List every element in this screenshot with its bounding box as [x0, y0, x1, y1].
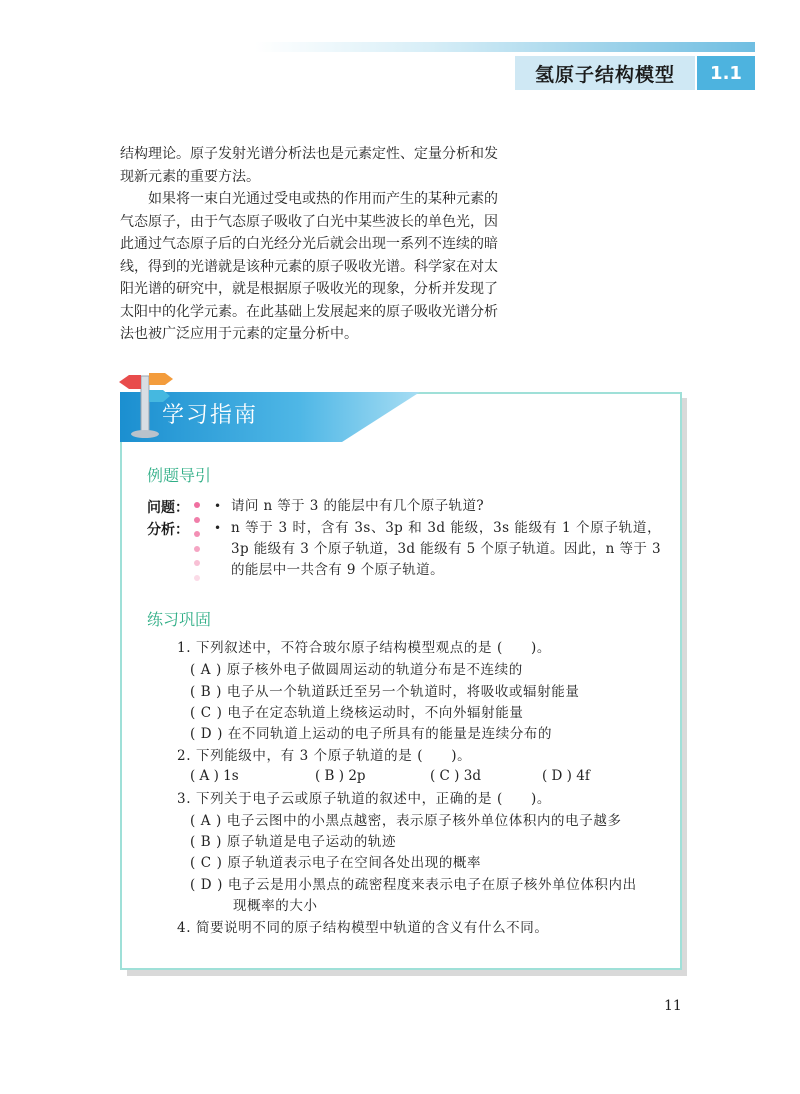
signpost-icon — [115, 368, 177, 440]
dot — [194, 531, 200, 537]
page-number: 11 — [664, 998, 682, 1014]
decorative-dots — [194, 502, 200, 589]
dot — [194, 546, 200, 552]
exercise-question: 1. 下列叙述中，不符合玻尔原子结构模型观点的是 ( )。 — [177, 640, 551, 656]
dot — [194, 560, 200, 566]
exercise-option-continuation: 现概率的大小 — [233, 898, 318, 914]
section-number: 1.1 — [697, 56, 755, 90]
exercise-option: ( B ) 电子从一个轨道跃迁至另一个轨道时，将吸收或辐射能量 — [190, 684, 580, 700]
example-heading: 例题导引 — [147, 466, 212, 485]
exercise-option: ( A ) 1s — [190, 768, 239, 784]
bullet: • — [214, 521, 222, 535]
question-text: 请问 n 等于 3 的能层中有几个原子轨道? — [231, 498, 484, 514]
exercise-option: ( D ) 在不同轨道上运动的电子所具有的能量是连续分布的 — [190, 726, 553, 742]
body-text — [120, 143, 498, 346]
chapter-title: 氢原子结构模型 — [515, 56, 695, 90]
exercise-heading: 练习巩固 — [147, 610, 212, 629]
exercise-question: 2. 下列能级中，有 3 个原子轨道的是 ( )。 — [177, 748, 472, 764]
analysis-text: n 等于 3 时，含有 3s、3p 和 3d 能级，3s 能级有 1 个原子轨道，3p 能级有 3 个原子轨道，3d 能级有 5 个原子轨道。因此，n 等于 3 的能层中一共含有 9 个原子轨道。 — [231, 520, 661, 578]
exercise-option: ( A ) 原子核外电子做圆周运动的轨道分布是不连续的 — [190, 662, 523, 678]
exercise-option: ( B ) 2p — [315, 768, 366, 784]
exercise-option: ( D ) 4f — [542, 768, 590, 784]
exercise-option: ( B ) 原子轨道是电子运动的轨迹 — [190, 834, 397, 850]
exercise-option: ( C ) 电子在定态轨道上绕核运动时，不向外辐射能量 — [190, 705, 524, 721]
bullet: • — [214, 499, 222, 513]
dot — [194, 575, 200, 581]
guide-title: 学习指南 — [162, 403, 259, 428]
exercise-option: ( C ) 3d — [430, 768, 481, 784]
paragraph: 如果将一束白光通过受电或热的作用而产生的某种元素的气态原子，由于气态原子吸收了白光中某些波长的单色光，因此通过气态原子后的白光经分光后就会出现一系列不连续的暗线，得到的光谱就是该种元素的原子吸收光谱。科学家在对太阳光谱的研究中，就是根据原子吸收光的现象，分析并发现了太阳中的化学元素。在此基础上发展起来的原子吸收光谱分析法也被广泛应用于元素的定量分析中。 — [120, 191, 498, 342]
exercise-option: ( A ) 电子云图中的小黑点越密，表示原子核外单位体积内的电子越多 — [190, 813, 622, 829]
exercise-question: 3. 下列关于电子云或原子轨道的叙述中，正确的是 ( )。 — [177, 791, 551, 807]
exercise-option: ( C ) 原子轨道表示电子在空间各处出现的概率 — [190, 855, 482, 871]
exercise-option: ( D ) 电子云是用小黑点的疏密程度来表示电子在原子核外单位体积内出 — [190, 877, 637, 893]
dot — [194, 517, 200, 523]
analysis-label: 分析： — [147, 522, 189, 538]
exercise-question: 4. 简要说明不同的原子结构模型中轨道的含义有什么不同。 — [177, 920, 549, 936]
question-label: 问题： — [147, 500, 189, 516]
header-decoration-band — [255, 42, 755, 52]
dot — [194, 502, 200, 508]
paragraph: 结构理论。原子发射光谱分析法也是元素定性、定量分析和发现新元素的重要方法。 — [120, 146, 498, 185]
